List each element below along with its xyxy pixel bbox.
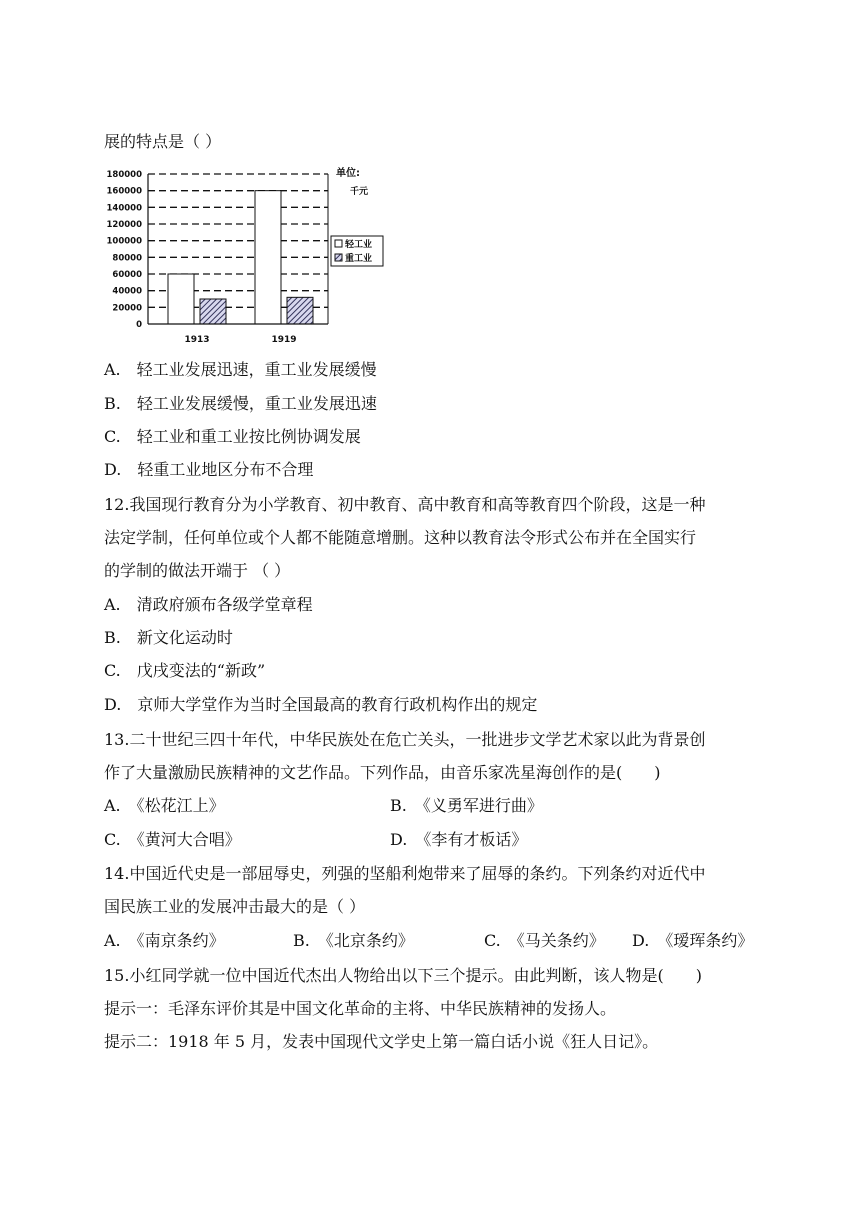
chart-x-ticks bbox=[184, 335, 296, 345]
y-tick-label: 0 bbox=[136, 320, 142, 330]
q11-stem-tail: 展的特点是（ ） bbox=[104, 132, 222, 151]
q12-option-c: C. 戊戌变法的“新政” bbox=[104, 661, 266, 680]
bar-light-1913 bbox=[168, 274, 194, 324]
y-tick-label: 160000 bbox=[106, 186, 142, 197]
q14-option-b: B. 《北京条约》 bbox=[293, 931, 414, 950]
chart-unit-value: 千元 bbox=[350, 187, 369, 197]
y-tick-label: 140000 bbox=[106, 203, 142, 214]
y-tick-label: 80000 bbox=[112, 253, 142, 264]
q12-option-d: D. 京师大学堂作为当时全国最高的教育行政机构作出的规定 bbox=[104, 695, 538, 714]
q14-option-a: A. 《南京条约》 bbox=[104, 931, 225, 950]
bar-light-1919 bbox=[255, 191, 281, 324]
q14-line-1: 14.中国近代史是一部屈辱史，列强的坚船利炮带来了屈辱的条约。下列条约对近代中 bbox=[104, 864, 706, 883]
bar-heavy-1913 bbox=[200, 299, 226, 324]
q15-line-1: 15.小红同学就一位中国近代杰出人物给出以下三个提示。由此判断，该人物是( ) bbox=[104, 966, 702, 985]
y-tick-label: 40000 bbox=[112, 286, 142, 297]
q14-option-c: C. 《马关条约》 bbox=[484, 931, 605, 950]
q11-option-c: C. 轻工业和重工业按比例协调发展 bbox=[104, 427, 361, 446]
q11-option-b: B. 轻工业发展缓慢，重工业发展迅速 bbox=[104, 394, 377, 413]
x-tick-label: 1913 bbox=[184, 335, 210, 345]
q11-option-a: A. 轻工业发展迅速，重工业发展缓慢 bbox=[104, 360, 377, 379]
y-tick-label: 120000 bbox=[106, 220, 142, 230]
q13-option-c: C. 《黄河大合唱》 bbox=[104, 830, 241, 849]
q14-option-d: D. 《瑷珲条约》 bbox=[632, 931, 754, 950]
y-tick-label: 100000 bbox=[106, 236, 142, 247]
legend-swatch-heavy bbox=[335, 254, 342, 261]
bar-heavy-1919 bbox=[287, 297, 313, 324]
chart-y-ticks bbox=[107, 170, 143, 330]
chart-unit-label: 单位: bbox=[336, 168, 360, 179]
q13-option-b: B. 《义勇军进行曲》 bbox=[390, 796, 543, 815]
q13-option-a: A. 《松花江上》 bbox=[104, 796, 225, 815]
chart-legend bbox=[331, 236, 383, 266]
y-tick-label: 60000 bbox=[112, 270, 142, 280]
q14-line-2: 国民族工业的发展冲击最大的是（ ） bbox=[104, 897, 366, 916]
q13-line-1: 13.二十世纪三四十年代，中华民族处在危亡关头，一批进步文学艺术家以此为背景创 bbox=[104, 730, 706, 749]
y-tick-label: 180000 bbox=[106, 170, 142, 180]
x-tick-label: 1919 bbox=[271, 335, 297, 345]
q12-line-1: 12.我国现行教育分为小学教育、初中教育、高中教育和高等教育四个阶段，这是一种 bbox=[104, 495, 706, 514]
q12-option-b: B. 新文化运动时 bbox=[104, 628, 233, 647]
q12-line-2: 法定学制，任何单位或个人都不能随意增删。这种以教育法令形式公布并在全国实行 bbox=[104, 528, 697, 547]
q15-hint-1: 提示一：毛泽东评价其是中国文化革命的主将、中华民族精神的发扬人。 bbox=[104, 999, 617, 1018]
legend-label-heavy: 重工业 bbox=[345, 254, 373, 264]
legend-label-light: 轻工业 bbox=[345, 240, 373, 250]
q12-line-3: 的学制的做法开端于 （ ） bbox=[104, 561, 291, 580]
q11-option-d: D. 轻重工业地区分布不合理 bbox=[104, 460, 314, 479]
bar-chart bbox=[100, 166, 400, 348]
legend-swatch-light bbox=[335, 240, 342, 247]
y-tick-label: 20000 bbox=[112, 303, 142, 314]
q15-hint-2: 提示二：1918 年 5 月，发表中国现代文学史上第一篇白话小说《狂人日记》。 bbox=[104, 1032, 659, 1051]
q13-option-d: D. 《李有才板话》 bbox=[390, 830, 528, 849]
q12-option-a: A. 清政府颁布各级学堂章程 bbox=[104, 595, 313, 614]
q13-line-2: 作了大量激励民族精神的文艺作品。下列作品，由音乐家冼星海创作的是( ) bbox=[104, 763, 661, 782]
